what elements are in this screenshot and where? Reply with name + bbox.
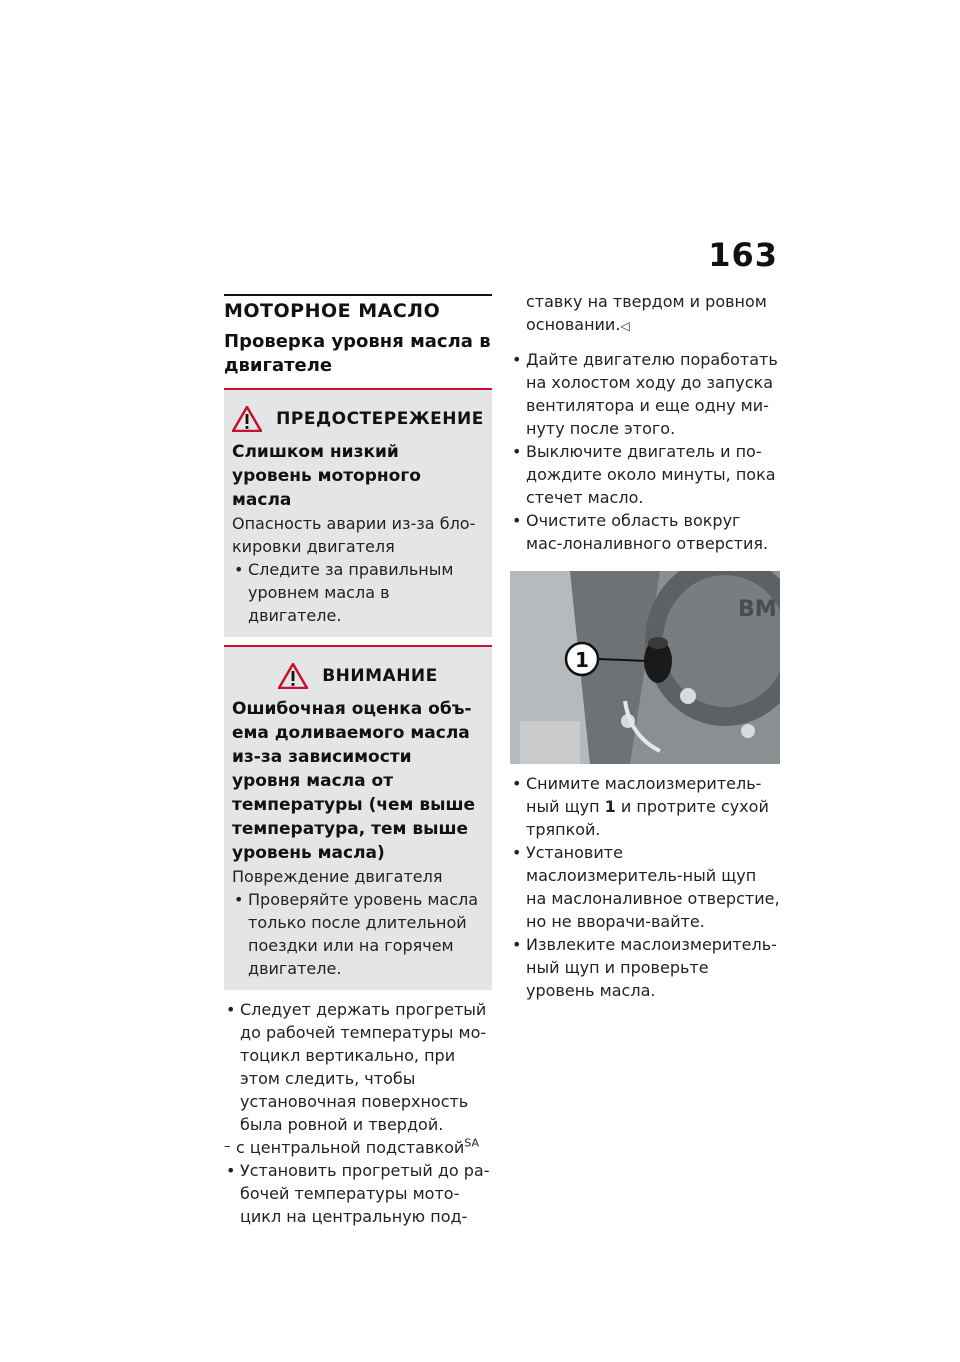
list-item: • Дайте двигателю поработать на холостом ходу до запуска вентилятора и еще одну ми-нуту после этого. (510, 348, 780, 440)
warning-triangle-icon (278, 663, 308, 689)
option-text: с центральной подставкой (236, 1138, 465, 1157)
list-item (510, 772, 780, 841)
warning-title: Слишком низкий уровень моторного масла (232, 442, 421, 510)
list-item: • Очистите область вокруг мас-лоналивного отверстия. (510, 509, 780, 555)
warning-box (224, 388, 492, 637)
photo-logo-text: BM (738, 597, 777, 622)
list-item: • Следует держать прогретый до рабочей температуры мо-тоцикл вертикально, при этом следить, чтобы установочная поверхность была ровной и твердой. (224, 998, 492, 1136)
engine-oil-filler-photo (510, 571, 780, 764)
list-item: • Установить прогретый до ра-бочей температуры мото-цикл на центральную под- (224, 1159, 492, 1228)
warning-text: Опасность аварии из-за бло-кировки двигателя (232, 514, 476, 556)
list-item: • Извлеките маслоизмеритель-ный щуп и проверьте уровень масла. (510, 933, 780, 1002)
list-item: • Выключите двигатель и по-дождите около минуты, пока стечет масло. (510, 440, 780, 509)
end-mark-icon: ◁ (620, 319, 630, 333)
right-column (510, 290, 780, 1002)
photo-callout-number: 1 (575, 648, 589, 672)
list-item-text: Снимите маслоизмеритель-ный щуп (526, 774, 762, 816)
left-column (224, 294, 492, 1228)
warning-bullet: • Следите за правильным уровнем масла в двигателе. (232, 558, 484, 627)
list-item-option (224, 1136, 492, 1159)
caution-box-header (232, 663, 484, 689)
warning-label: ПРЕДОСТЕРЕЖЕНИЕ (276, 409, 484, 429)
section-rule (224, 294, 492, 296)
list-item-text: и протрите сухой тряпкой. (526, 797, 769, 839)
continuation-text (510, 290, 780, 338)
subsection-title: Проверка уровня масла в двигателе (224, 331, 491, 376)
warning-triangle-icon (232, 406, 262, 432)
oil-dipstick-cap-icon (644, 637, 672, 683)
caution-title: Ошибочная оценка объ-ема доливаемого масла из-за зависимости уровня масла от температуры (чем выше температура, тем выше уровень масла) (232, 699, 476, 863)
caution-box (224, 645, 492, 990)
caution-text: Повреждение двигателя (232, 867, 443, 886)
section-title: МОТОРНОЕ МАСЛО (224, 300, 441, 322)
continuation-body: ставку на твердом и ровном основании. (526, 292, 767, 334)
warning-box-header (232, 406, 484, 432)
caution-bullet: • Проверяйте уровень масла только после длительной поездки или на горячем двигателе. (232, 888, 484, 980)
option-superscript: SA (464, 1136, 479, 1150)
list-item: • Установите маслоизмеритель-ный щуп на маслоналивное отверстие, но не вворачи-вайте. (510, 841, 780, 933)
caution-label: ВНИМАНИЕ (322, 666, 438, 686)
left-body-list (224, 998, 492, 1228)
page-number: 163 (708, 236, 778, 274)
callout-reference: 1 (604, 797, 616, 816)
